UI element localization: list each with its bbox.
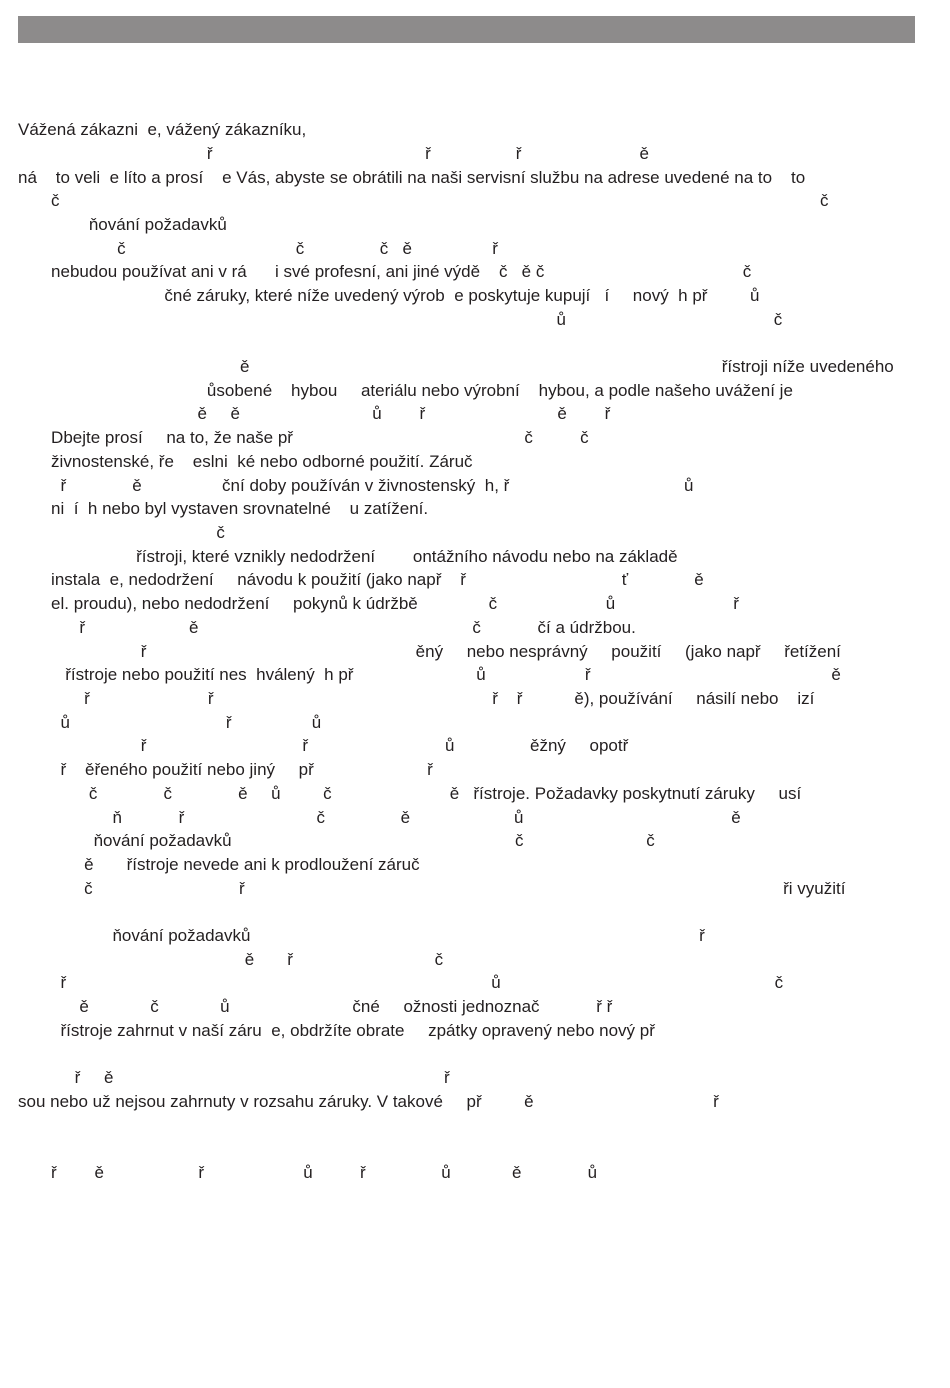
- text-line: ni í h nebo byl vystaven srovnatelné u zatížení.: [18, 499, 429, 518]
- text-line: ř ě ř: [18, 1068, 450, 1087]
- text-line: Dbejte prosí na to, že naše př č č: [18, 428, 589, 447]
- text-line: Vážená zákazni e, vážený zákazníku,: [18, 120, 307, 139]
- text-line: ňování požadavků ř: [18, 926, 705, 945]
- text-line: [18, 1138, 950, 1160]
- text-line: [18, 332, 950, 354]
- text-line: řístroje zahrnut v naší záru e, obdržíte obrate zpátky opravený nebo nový př: [18, 1021, 655, 1040]
- text-line: ů ř ů: [18, 713, 322, 732]
- text-line: č: [18, 523, 225, 542]
- text-line: instala e, nedodržení návodu k použití (jako např ř ť ě: [18, 570, 704, 589]
- text-line: č č: [18, 191, 829, 210]
- header-bar: [18, 16, 915, 43]
- text-line: ř ů č: [18, 973, 784, 992]
- text-line: ř ěřeného použití nebo jiný př ř: [18, 760, 433, 779]
- text-line: el. proudu), nebo nedodržení pokynů k údržbě č ů ř: [18, 594, 739, 613]
- text-line: č č ě ů č ě řístroje. Požadavky poskytnutí záruky usí: [18, 784, 802, 803]
- text-line: řístroji, které vznikly nedodržení ontážního návodu nebo na základě: [18, 547, 678, 566]
- text-line: ná to veli e líto a prosí e Vás, abyste se obrátili na naši servisní službu na adrese uvedené na to to: [18, 168, 806, 187]
- text-line: ě řístroje nevede ani k prodloužení záruč: [18, 855, 420, 874]
- text-line: ě ř č: [18, 950, 444, 969]
- text-line: ř ě ř ů ř ů ě ů: [18, 1163, 598, 1182]
- text-line: ř ř ř ě: [18, 144, 650, 163]
- text-line: ňování požadavků: [18, 215, 227, 234]
- text-line: ř ěný nebo nesprávný použití (jako např řetížení: [18, 642, 841, 661]
- text-line: čné záruky, které níže uvedený výrob e poskytuje kupují í nový h př ů: [18, 286, 760, 305]
- text-line: ř ř ů ěžný opotř: [18, 736, 629, 755]
- text-line: sou nebo už nejsou zahrnuty v rozsahu záruky. V takové př ě ř: [18, 1092, 719, 1111]
- text-line: ř ě ční doby používán v živnostenský h, ř ů: [18, 476, 694, 495]
- text-line: ě ě ů ř ě ř: [18, 404, 611, 423]
- text-line: ě č ů čné ožnosti jednoznač ř ř: [18, 997, 613, 1016]
- text-line: ůsobené hybou ateriálu nebo výrobní hybou, a podle našeho uvážení je: [18, 381, 793, 400]
- text-line: [18, 901, 950, 923]
- text-line: [18, 1115, 950, 1137]
- text-line: řístroje nebo použití nes hválený h př ů ř ě: [18, 665, 841, 684]
- text-line: č č č ě ř: [18, 239, 498, 258]
- text-line: ě řístroji níže uvedeného: [18, 357, 894, 376]
- text-line: č ř ři využití: [18, 879, 846, 898]
- text-line: ň ř č ě ů ě: [18, 808, 741, 827]
- text-line: [18, 1044, 950, 1066]
- text-line: ř ě č čí a údržbou.: [18, 618, 636, 637]
- text-line: ř ř ř ř ě), používání násilí nebo izí: [18, 689, 815, 708]
- text-line: živnostenské, ře eslni ké nebo odborné použití. Záruč: [18, 452, 473, 471]
- text-line: nebudou používat ani v rá i své profesní, ani jiné výdě č ě č č: [18, 262, 752, 281]
- text-line: ů č: [18, 310, 783, 329]
- text-line: ňování požadavků č č: [18, 831, 655, 850]
